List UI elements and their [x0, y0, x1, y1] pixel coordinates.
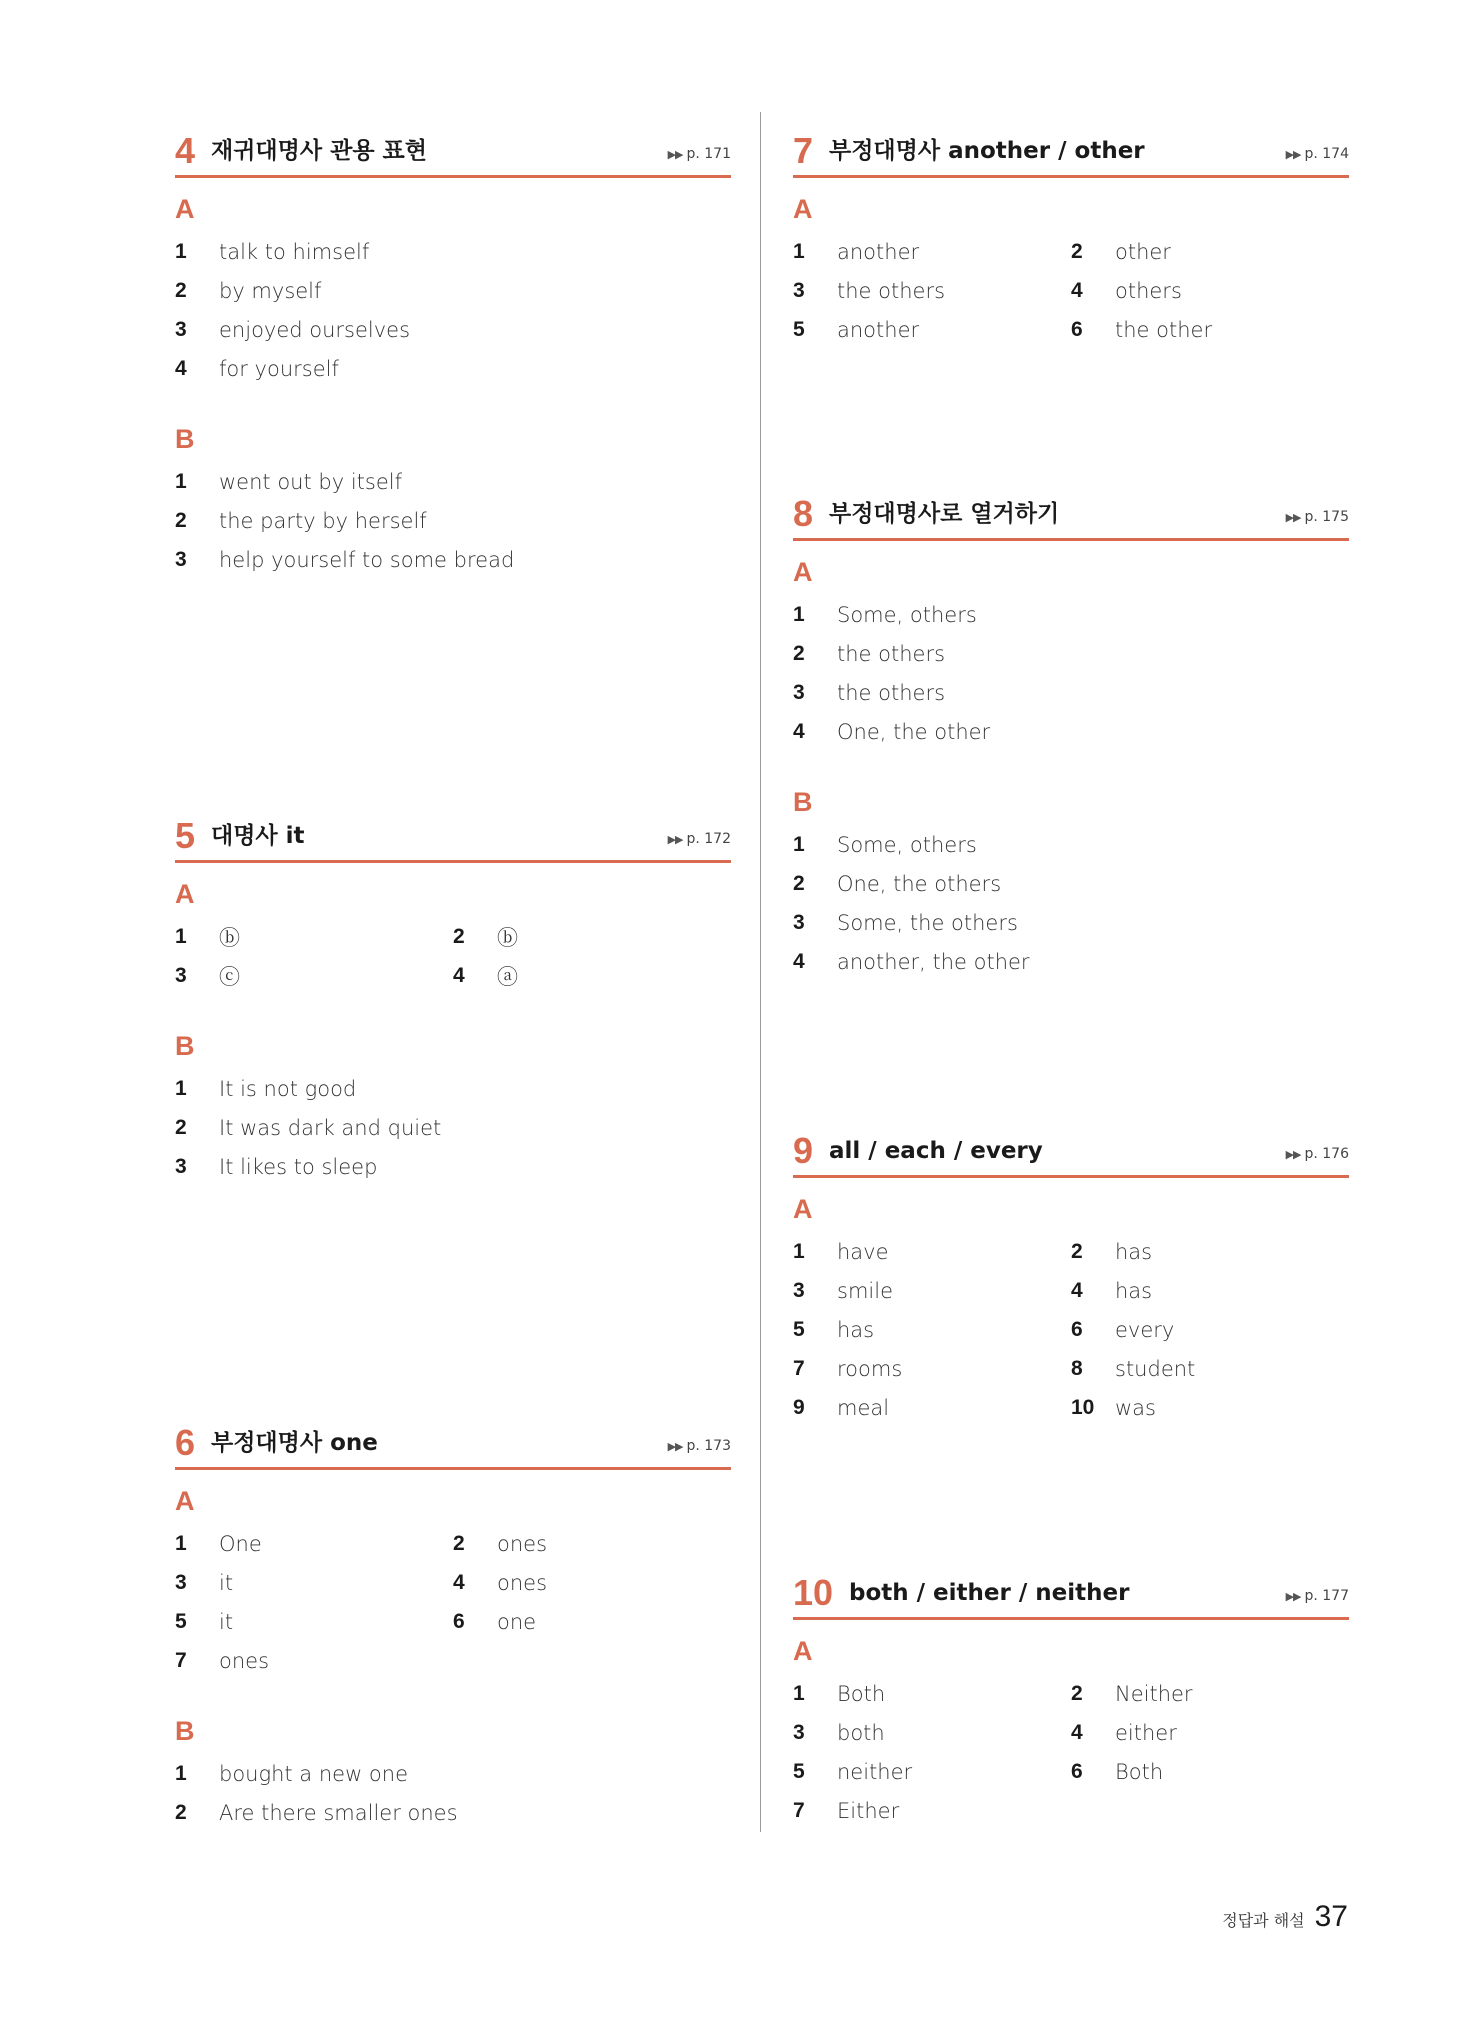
answer-item: 6 every — [1071, 1317, 1175, 1342]
answer-item: 7 Either — [793, 1798, 900, 1823]
section-10 — [793, 1567, 1349, 1830]
answer-item: 5 it — [175, 1609, 234, 1634]
part-letter: A — [793, 194, 813, 224]
page-reference: ▶▶ p. 172 — [667, 831, 731, 847]
answer-item: 1 talk to himself — [175, 239, 370, 264]
part-a — [175, 1488, 731, 1680]
answer-item: 2 the party by herself — [175, 508, 427, 533]
answer-item: 3 the others — [793, 680, 946, 705]
part-letter: B — [175, 424, 195, 454]
double-play-arrow-icon: ▶▶ — [1285, 511, 1301, 524]
answer-item: 2 the others — [793, 641, 946, 666]
answer-item: 5 another — [793, 317, 920, 342]
section-title: 대명사 it — [211, 823, 305, 849]
section-header — [793, 1567, 1349, 1620]
page-footer — [1222, 1900, 1348, 1934]
answer-item: 2 It was dark and quiet — [175, 1115, 442, 1140]
answer-item: 3 enjoyed ourselves — [175, 317, 411, 342]
answer-item: 1 One — [175, 1531, 262, 1556]
part-letter: B — [175, 1031, 195, 1061]
page-reference: ▶▶ p. 176 — [1285, 1146, 1349, 1162]
answer-item: 3 both — [793, 1720, 885, 1745]
section-number: 4 — [175, 130, 196, 171]
section-6 — [175, 1417, 731, 1832]
answer-item: 6 one — [453, 1609, 537, 1634]
answer-item: 6 the other — [1071, 317, 1213, 342]
section-title: 재귀대명사 관용 표현 — [211, 138, 427, 164]
answer-item: 3 Some, the others — [793, 910, 1018, 935]
double-play-arrow-icon: ▶▶ — [667, 148, 683, 161]
answer-item: 3 it — [175, 1570, 234, 1595]
answer-item: 4 either — [1071, 1720, 1177, 1745]
section-number: 7 — [793, 130, 814, 171]
double-play-arrow-icon: ▶▶ — [1285, 148, 1301, 161]
answer-item: 2 has — [1071, 1239, 1153, 1264]
answer-item: 4 for yourself — [175, 356, 339, 381]
answer-item: 3 the others — [793, 278, 946, 303]
answer-item: 7 rooms — [793, 1356, 903, 1381]
section-header — [175, 810, 731, 863]
double-play-arrow-icon: ▶▶ — [1285, 1148, 1301, 1161]
part-a — [793, 196, 1349, 349]
answer-item: 4 ⓐ — [453, 963, 518, 989]
answer-item: 3 help yourself to some bread — [175, 547, 515, 572]
answer-item: 2 by myself — [175, 278, 322, 303]
section-header — [793, 1125, 1349, 1178]
answer-item: 4 others — [1071, 278, 1182, 303]
section-title: 부정대명사 one — [211, 1430, 378, 1456]
answer-item: 9 meal — [793, 1395, 890, 1420]
section-number: 6 — [175, 1422, 196, 1463]
answer-item: 2 ones — [453, 1531, 548, 1556]
section-number: 9 — [793, 1130, 814, 1171]
answer-item: 8 student — [1071, 1356, 1196, 1381]
section-4 — [175, 125, 731, 579]
section-8 — [793, 488, 1349, 981]
answer-item: 3 It likes to sleep — [175, 1154, 378, 1179]
section-number: 8 — [793, 493, 814, 534]
part-a — [175, 881, 731, 995]
part-letter: A — [175, 194, 195, 224]
page-reference: ▶▶ p. 173 — [667, 1438, 731, 1454]
page-number: 37 — [1314, 1900, 1348, 1933]
page-reference: ▶▶ p. 174 — [1285, 146, 1349, 162]
section-header — [793, 488, 1349, 541]
footer-label: 정답과 해설 — [1222, 1911, 1305, 1930]
section-number: 10 — [793, 1572, 834, 1613]
answer-item: 2 Neither — [1071, 1681, 1193, 1706]
answer-item: 7 ones — [175, 1648, 270, 1673]
answer-item: 1 have — [793, 1239, 889, 1264]
answer-item: 4 One, the other — [793, 719, 991, 744]
section-title: 부정대명사 another / other — [829, 138, 1145, 164]
part-b — [175, 426, 731, 579]
answer-item: 4 has — [1071, 1278, 1153, 1303]
part-letter: A — [793, 1194, 813, 1224]
page-reference: ▶▶ p. 175 — [1285, 509, 1349, 525]
part-letter: B — [793, 787, 813, 817]
column-divider — [760, 112, 761, 1832]
page-reference: ▶▶ p. 171 — [667, 146, 731, 162]
part-b — [793, 789, 1349, 981]
part-a — [793, 559, 1349, 751]
part-b — [175, 1718, 731, 1832]
section-title: 부정대명사로 열거하기 — [829, 501, 1060, 527]
double-play-arrow-icon: ▶▶ — [667, 1440, 683, 1453]
double-play-arrow-icon: ▶▶ — [1285, 1590, 1301, 1603]
section-title: all / each / every — [829, 1138, 1043, 1164]
answer-item: 1 It is not good — [175, 1076, 357, 1101]
answer-item: 1 ⓑ — [175, 924, 240, 950]
answer-item: 3 smile — [793, 1278, 893, 1303]
answer-item: 2 One, the others — [793, 871, 1002, 896]
double-play-arrow-icon: ▶▶ — [667, 833, 683, 846]
answer-item: 4 ones — [453, 1570, 548, 1595]
part-letter: A — [793, 557, 813, 587]
answer-item: 1 went out by itself — [175, 469, 402, 494]
part-letter: A — [793, 1636, 813, 1666]
section-header — [175, 125, 731, 178]
part-letter: B — [175, 1716, 195, 1746]
answer-item: 1 Both — [793, 1681, 886, 1706]
page-reference: ▶▶ p. 177 — [1285, 1588, 1349, 1604]
section-9 — [793, 1125, 1349, 1427]
answer-item: 3 ⓒ — [175, 963, 240, 989]
answer-item: 1 another — [793, 239, 920, 264]
part-a — [793, 1196, 1349, 1427]
answer-item: 2 ⓑ — [453, 924, 518, 950]
section-header — [793, 125, 1349, 178]
answer-item: 5 neither — [793, 1759, 913, 1784]
section-title: both / either / neither — [849, 1580, 1130, 1606]
section-7 — [793, 125, 1349, 349]
answer-item: 1 Some, others — [793, 602, 977, 627]
answer-item: 1 Some, others — [793, 832, 977, 857]
section-header — [175, 1417, 731, 1470]
answer-item: 1 bought a new one — [175, 1761, 409, 1786]
answer-item: 10 was — [1071, 1395, 1156, 1420]
answer-item: 2 other — [1071, 239, 1171, 264]
part-b — [175, 1033, 731, 1186]
part-letter: A — [175, 1486, 195, 1516]
section-number: 5 — [175, 815, 196, 856]
answer-item: 2 Are there smaller ones — [175, 1800, 458, 1825]
part-letter: A — [175, 879, 195, 909]
part-a — [175, 196, 731, 388]
section-5 — [175, 810, 731, 1186]
answer-item: 5 has — [793, 1317, 875, 1342]
answer-item: 6 Both — [1071, 1759, 1164, 1784]
part-a — [793, 1638, 1349, 1830]
answer-item: 4 another, the other — [793, 949, 1030, 974]
